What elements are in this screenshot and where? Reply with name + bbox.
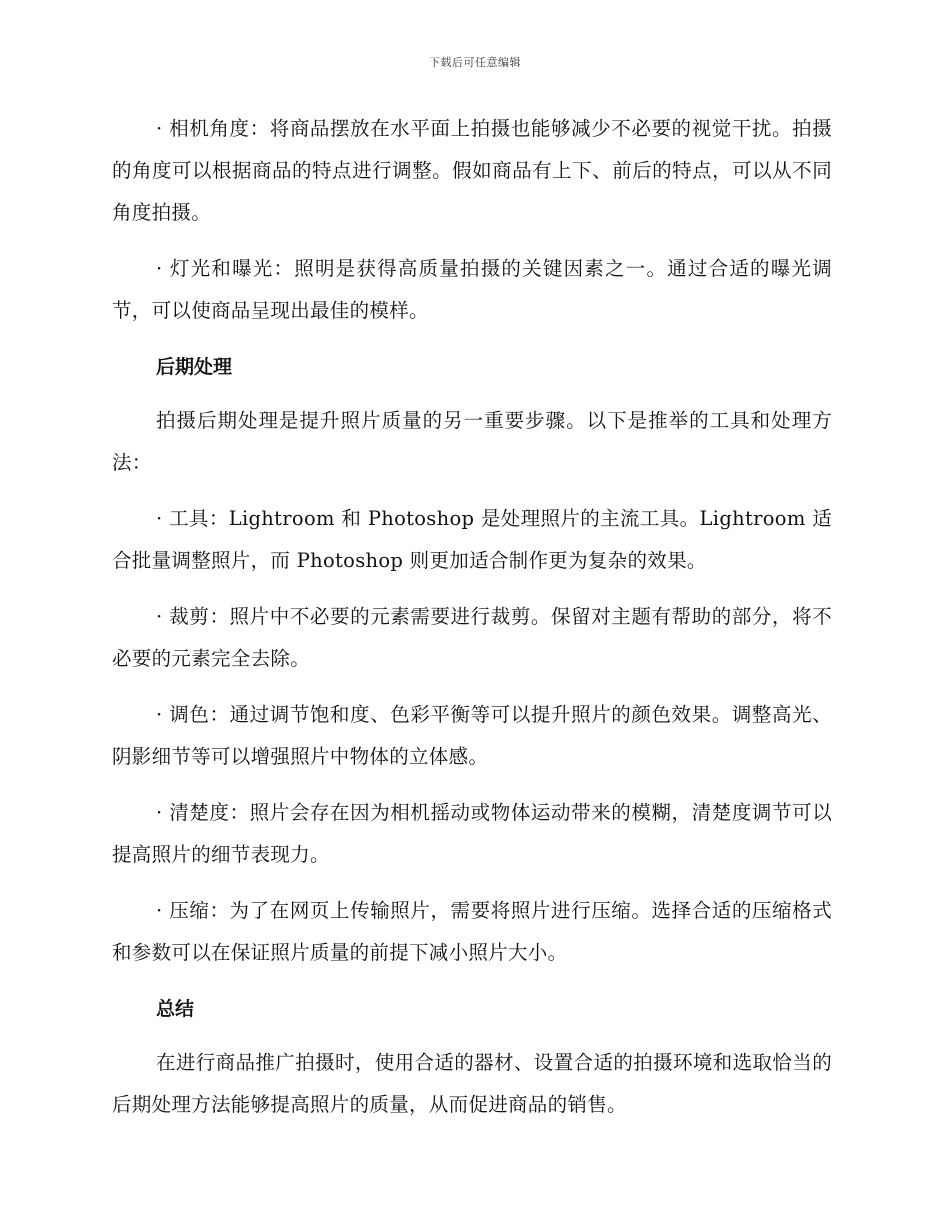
bullet-sharpness: · 清楚度：照片会存在因为相机摇动或物体运动带来的模糊，清楚度调节可以提高照片的细节表现力。 [112, 801, 832, 866]
section-heading-summary: 总结 [156, 998, 195, 1020]
section-heading-post-processing: 后期处理 [156, 356, 233, 378]
bullet-tools: · 工具：Lightroom 和 Photoshop 是处理照片的主流工具。Lightroom 适合批量调整照片，而 Photoshop 则更加适合制作更为复杂的效果。 [112, 507, 832, 572]
document-body [112, 108, 832, 1140]
bullet-lighting-exposure: · 灯光和曝光：照明是获得高质量拍摄的关键因素之一。通过合适的曝光调节，可以使商品呈现出最佳的模样。 [112, 257, 832, 322]
bullet-color-grading: · 调色：通过调节饱和度、色彩平衡等可以提升照片的颜色效果。调整高光、阴影细节等可以增强照片中物体的立体感。 [112, 703, 832, 768]
summary-paragraph: 在进行商品推广拍摄时，使用合适的器材、设置合适的拍摄环境和选取恰当的后期处理方法能够提高照片的质量，从而促进商品的销售。 [112, 1051, 832, 1116]
bullet-compression: · 压缩：为了在网页上传输照片，需要将照片进行压缩。选择合适的压缩格式和参数可以在保证照片质量的前提下减小照片大小。 [112, 899, 832, 964]
bullet-cropping: · 裁剪：照片中不必要的元素需要进行裁剪。保留对主题有帮助的部分，将不必要的元素完全去除。 [112, 605, 832, 670]
bullet-camera-angle: · 相机角度：将商品摆放在水平面上拍摄也能够减少不必要的视觉干扰。拍摄的角度可以根据商品的特点进行调整。假如商品有上下、前后的特点，可以从不同角度拍摄。 [112, 117, 832, 224]
page-header: 下载后可任意编辑 [429, 56, 521, 69]
post-processing-intro: 拍摄后期处理是提升照片质量的另一重要步骤。以下是推举的工具和处理方法： [112, 409, 832, 474]
